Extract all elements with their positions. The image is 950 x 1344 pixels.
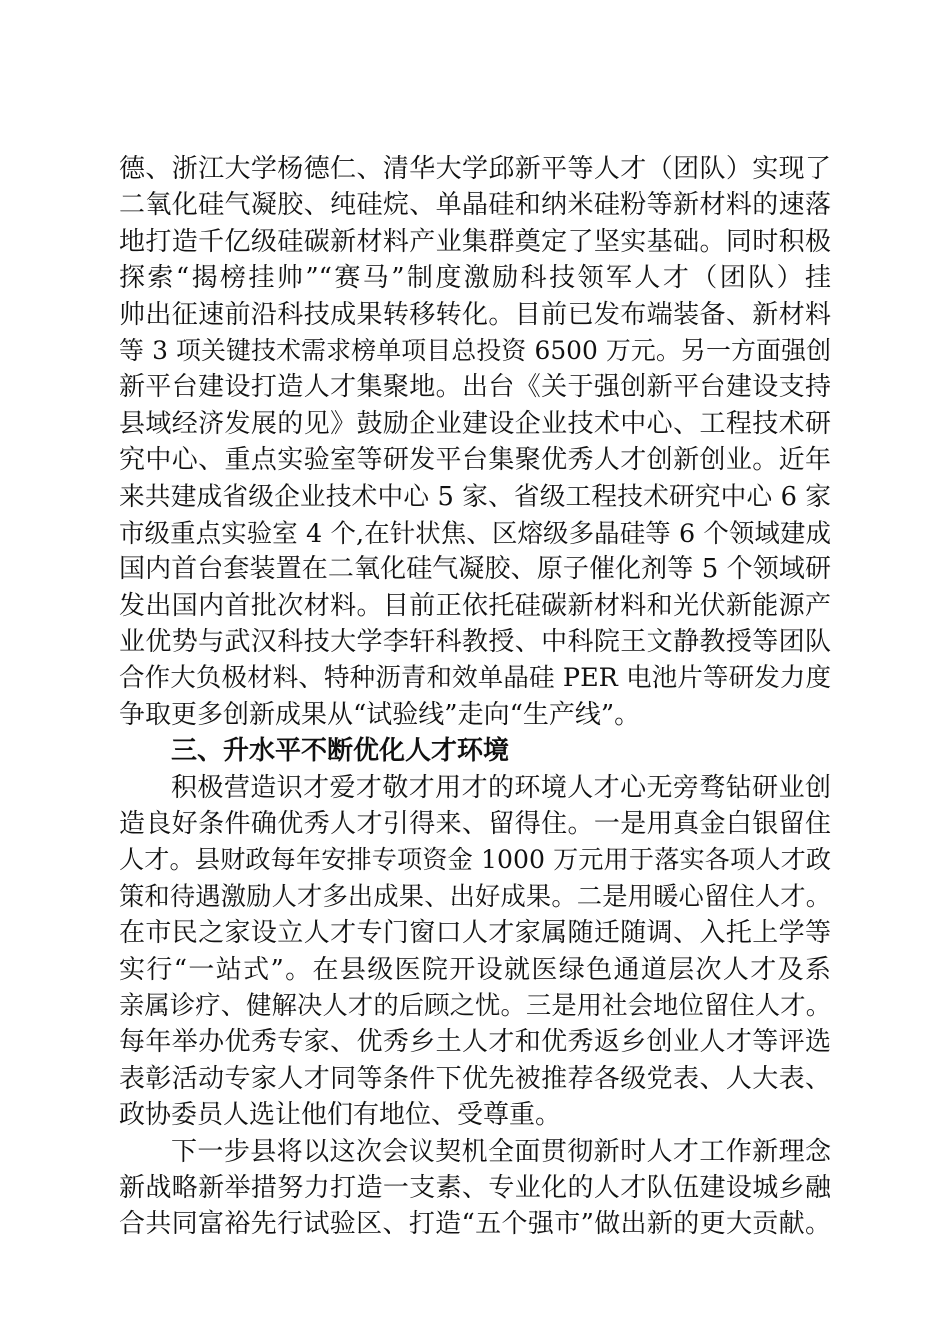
body-line: 新平台建设打造人才集聚地。出台《关于强创新平台建设支持: [119, 372, 831, 403]
body-line: 探索“揭榜挂帅”“赛马”制度激励科技领军人才（团队）挂: [119, 263, 831, 294]
body-line: 积极营造识才爱才敬才用才的环境人才心无旁骛钻研业创: [171, 772, 831, 803]
body-line: 发出国内首批次材料。目前正依托硅碳新材料和光伏新能源产: [119, 590, 831, 621]
body-line: 表彰活动专家人才同等条件下优先被推荐各级党表、人大表、: [119, 1063, 831, 1094]
body-line: 业优势与武汉科技大学李轩科教授、中科院王文静教授等团队: [119, 627, 831, 658]
body-line: 究中心、重点实验室等研发平台集聚优秀人才创新创业。近年: [119, 445, 831, 476]
body-line: 策和待遇激励人才多出成果、出好成果。二是用暖心留住人才。: [119, 881, 831, 911]
body-line: 在市民之家设立人才专门窗口人才家属随迁随调、入托上学等: [119, 918, 831, 949]
body-line: 德、浙江大学杨德仁、清华大学邱新平等人才（团队）实现了: [119, 154, 831, 184]
body-line: 下一步县将以这次会议契机全面贯彻新时人才工作新理念: [171, 1136, 831, 1167]
body-line: 二氧化硅气凝胶、纯硅烷、单晶硅和纳米硅粉等新材料的速落: [119, 190, 831, 221]
body-line: 争取更多创新成果从“试验线”走向“生产线”。: [119, 699, 641, 730]
body-line: 市级重点实验室 4 个,在针状焦、区熔级多晶硅等 6 个领域建成: [119, 517, 831, 548]
body-line: 合作大负极材料、特种沥青和效单晶硅 PER 电池片等研发力度: [119, 663, 831, 694]
body-line: 人才。县财政每年安排专项资金 1000 万元用于落实各项人才政: [119, 845, 831, 875]
body-line: 实行“一站式”。在县级医院开设就医绿色通道层次人才及系: [119, 954, 831, 985]
body-line: 新战略新举措努力打造一支素、专业化的人才队伍建设城乡融: [119, 1172, 831, 1203]
body-line: 县域经济发展的见》鼓励企业建设企业技术中心、工程技术研: [119, 408, 831, 439]
body-line: 地打造千亿级硅碳新材料产业集群奠定了坚实基础。同时积极: [119, 226, 831, 257]
body-line: 来共建成省级企业技术中心 5 家、省级工程技术研究中心 6 家: [119, 481, 831, 512]
body-line: 合共同富裕先行试验区、打造“五个强市”做出新的更大贡献。: [119, 1209, 831, 1240]
body-line: 国内首台套装置在二氧化硅气凝胶、原子催化剂等 5 个领域研: [119, 554, 831, 585]
body-line: 政协委员人选让他们有地位、受尊重。: [119, 1100, 562, 1131]
body-line: 等 3 项关键技术需求榜单项目总投资 6500 万元。另一方面强创: [119, 335, 831, 365]
body-line: 每年举办优秀专家、优秀乡土人才和优秀返乡创业人才等评选: [119, 1027, 831, 1058]
section-heading: 三、升水平不断优化人才环境: [171, 736, 510, 767]
body-line: 帅出征速前沿科技成果转移转化。目前已发布端装备、新材料: [119, 299, 831, 330]
body-line: 亲属诊疗、健解决人才的后顾之忧。三是用社会地位留住人才。: [119, 990, 831, 1020]
document-body: [119, 151, 831, 1243]
body-line: 造良好条件确优秀人才引得来、留得住。一是用真金白银留住: [119, 809, 831, 840]
